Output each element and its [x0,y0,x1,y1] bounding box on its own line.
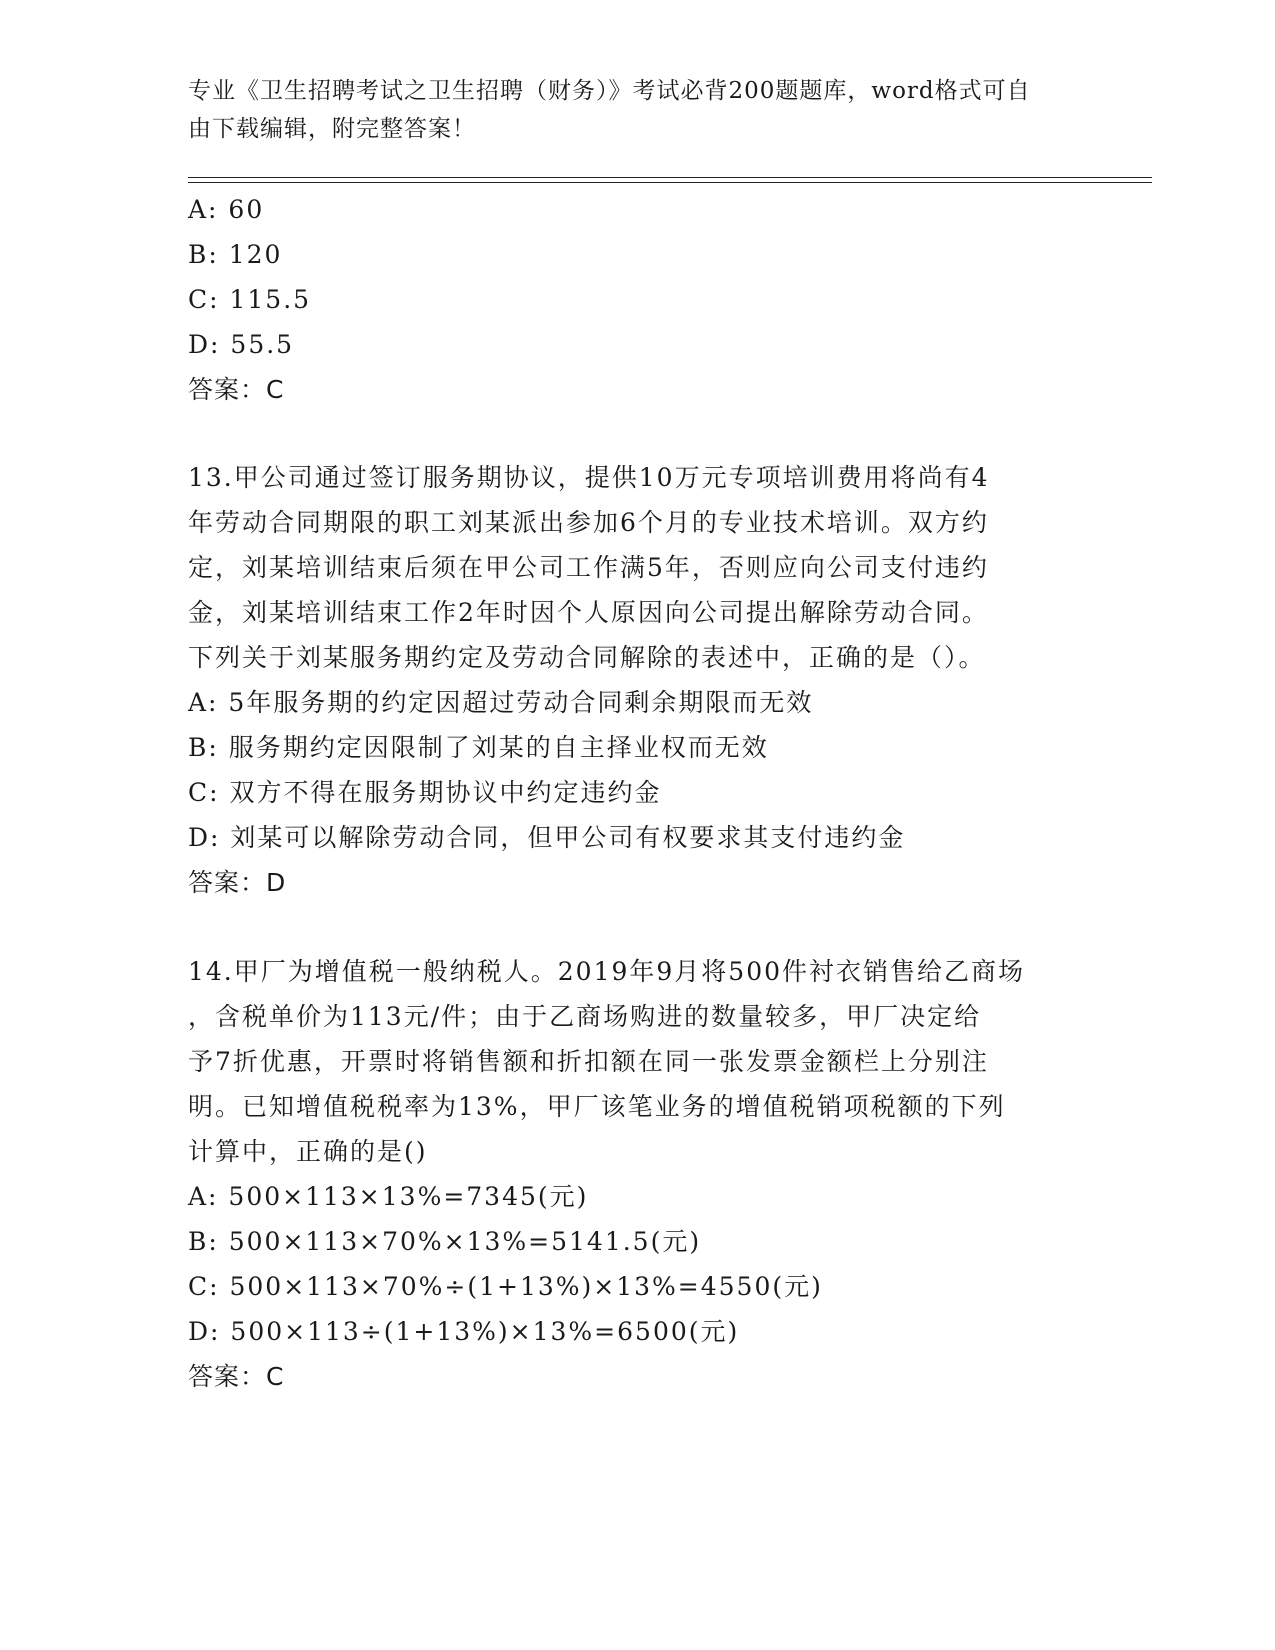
q13-stem-line-5: 下列关于刘某服务期约定及劳动合同解除的表述中，正确的是（）。 [188,643,986,672]
q14-stem-line-1: 14.甲厂为增值税一般纳税人。2019年9月将500件衬衣销售给乙商场 [188,957,1026,986]
q14-option-d: D: 500×113÷(1+13%)×13%=6500(元) [188,1317,740,1346]
header-line-2: 由下载编辑，附完整答案！ [188,116,476,142]
header-rule-top [188,177,1152,178]
q12-option-a: A: 60 [188,195,265,224]
q13-stem-line-3: 定，刘某培训结束后须在甲公司工作满5年，否则应向公司支付违约 [188,553,989,582]
q13-option-c: C: 双方不得在服务期协议中约定违约金 [188,778,662,807]
document-header [188,72,1068,148]
q14-stem-line-4: 明。已知增值税税率为13%，甲厂该笔业务的增值税销项税额的下列 [188,1092,1006,1121]
q14-stem-line-2: ，含税单价为113元/件；由于乙商场购进的数量较多，甲厂决定给 [188,1002,982,1031]
q12-option-b: B: 120 [188,240,283,269]
q14-answer: 答案：C [188,1362,285,1391]
q13-stem-line-1: 13.甲公司通过签订服务期协议，提供10万元专项培训费用将尚有4 [188,463,990,492]
q14-option-c: C: 500×113×70%÷(1+13%)×13%=4550(元) [188,1272,823,1301]
q13-stem-line-2: 年劳动合同期限的职工刘某派出参加6个月的专业技术培训。双方约 [188,508,989,537]
q12-option-c: C: 115.5 [188,285,312,314]
q12-answer: 答案：C [188,375,285,404]
q13-stem-line-4: 金，刘某培训结束工作2年时因个人原因向公司提出解除劳动合同。 [188,598,989,627]
q14-option-b: B: 500×113×70%×13%=5141.5(元) [188,1227,702,1256]
q13-answer: 答案：D [188,868,287,897]
q14-stem-line-3: 予7折优惠，开票时将销售额和折扣额在同一张发票金额栏上分别注 [188,1047,989,1076]
header-line-1: 专业《卫生招聘考试之卫生招聘（财务）》考试必背200题题库，word格式可自 [188,78,1031,104]
q14-stem-line-5: 计算中，正确的是() [188,1137,428,1166]
q13-option-b: B: 服务期约定因限制了刘某的自主择业权而无效 [188,733,769,762]
q14-option-a: A: 500×113×13%=7345(元) [188,1182,589,1211]
q13-option-a: A: 5年服务期的约定因超过劳动合同剩余期限而无效 [188,688,814,717]
header-rule-bottom [188,182,1152,183]
q12-option-d: D: 55.5 [188,330,295,359]
q13-option-d: D: 刘某可以解除劳动合同，但甲公司有权要求其支付违约金 [188,823,906,852]
